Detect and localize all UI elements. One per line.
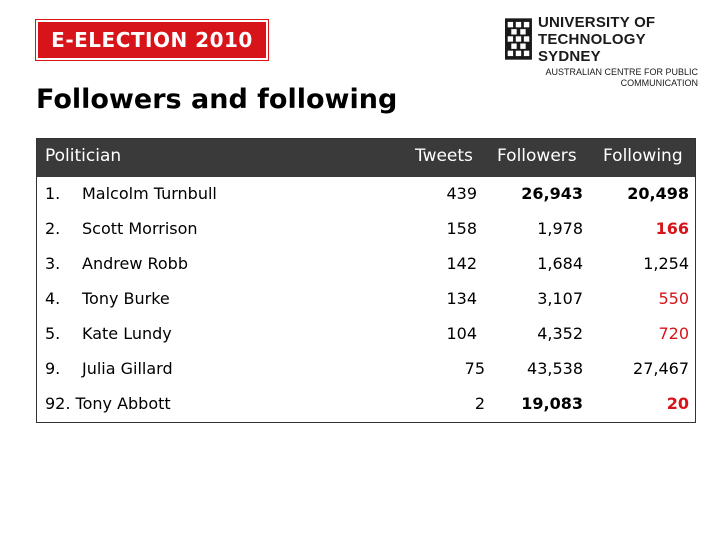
uts-logo-mark-icon [505,16,532,62]
table-row [37,212,695,247]
header-tweets: Tweets [415,146,473,166]
row-followers: 3,107 [537,289,583,308]
election-badge: E-ELECTION 2010 [36,20,268,60]
row-name: Scott Morrison [82,219,198,238]
uts-logo [505,13,695,65]
row-following: 27,467 [633,359,689,378]
row-name: Malcolm Turnbull [82,184,217,203]
header-followers: Followers [497,146,577,166]
row-tweets: 439 [446,184,477,203]
row-following: 550 [658,289,689,308]
centre-line-2: COMMUNICATION [620,78,698,88]
table-row [37,247,695,282]
logo-line-1: UNIVERSITY OF [537,13,656,31]
page-title: Followers and following [36,84,398,115]
table-row [37,352,695,387]
centre-name [498,67,698,89]
row-name: Julia Gillard [82,359,173,378]
followers-table [36,138,696,423]
row-followers: 43,538 [527,359,583,378]
row-followers: 26,943 [521,184,583,203]
row-tweets: 104 [446,324,477,343]
table-body [37,177,695,422]
row-following: 720 [658,324,689,343]
table-row [37,282,695,317]
row-rank: 5. [45,324,61,343]
row-name: Andrew Robb [82,254,188,273]
row-following: 1,254 [643,254,689,273]
row-name: Kate Lundy [82,324,172,343]
row-rank: 1. [45,184,61,203]
table-row [37,387,695,422]
table-header [37,139,695,177]
header-politician: Politician [45,146,122,166]
row-rank: 9. [45,359,61,378]
row-tweets: 134 [446,289,477,308]
row-following: 20 [666,394,689,413]
row-followers: 1,978 [537,219,583,238]
row-name: Tony Burke [82,289,170,308]
row-following: 166 [655,219,689,238]
table-row [37,317,695,352]
centre-line-1: AUSTRALIAN CENTRE FOR PUBLIC [545,67,698,77]
row-followers: 4,352 [537,324,583,343]
row-following: 20,498 [627,184,689,203]
header-following: Following [603,146,683,166]
row-followers: 1,684 [537,254,583,273]
row-rank: 2. [45,219,61,238]
row-tweets: 2 [474,394,485,413]
row-rank: 4. [45,289,61,308]
table-row [37,177,695,212]
row-rank: 3. [45,254,61,273]
logo-line-2: TECHNOLOGY SYDNEY [537,30,646,65]
row-rank-name: 92. Tony Abbott [45,394,171,413]
row-tweets: 75 [464,359,485,378]
row-tweets: 158 [446,219,477,238]
row-tweets: 142 [446,254,477,273]
row-followers: 19,083 [521,394,583,413]
